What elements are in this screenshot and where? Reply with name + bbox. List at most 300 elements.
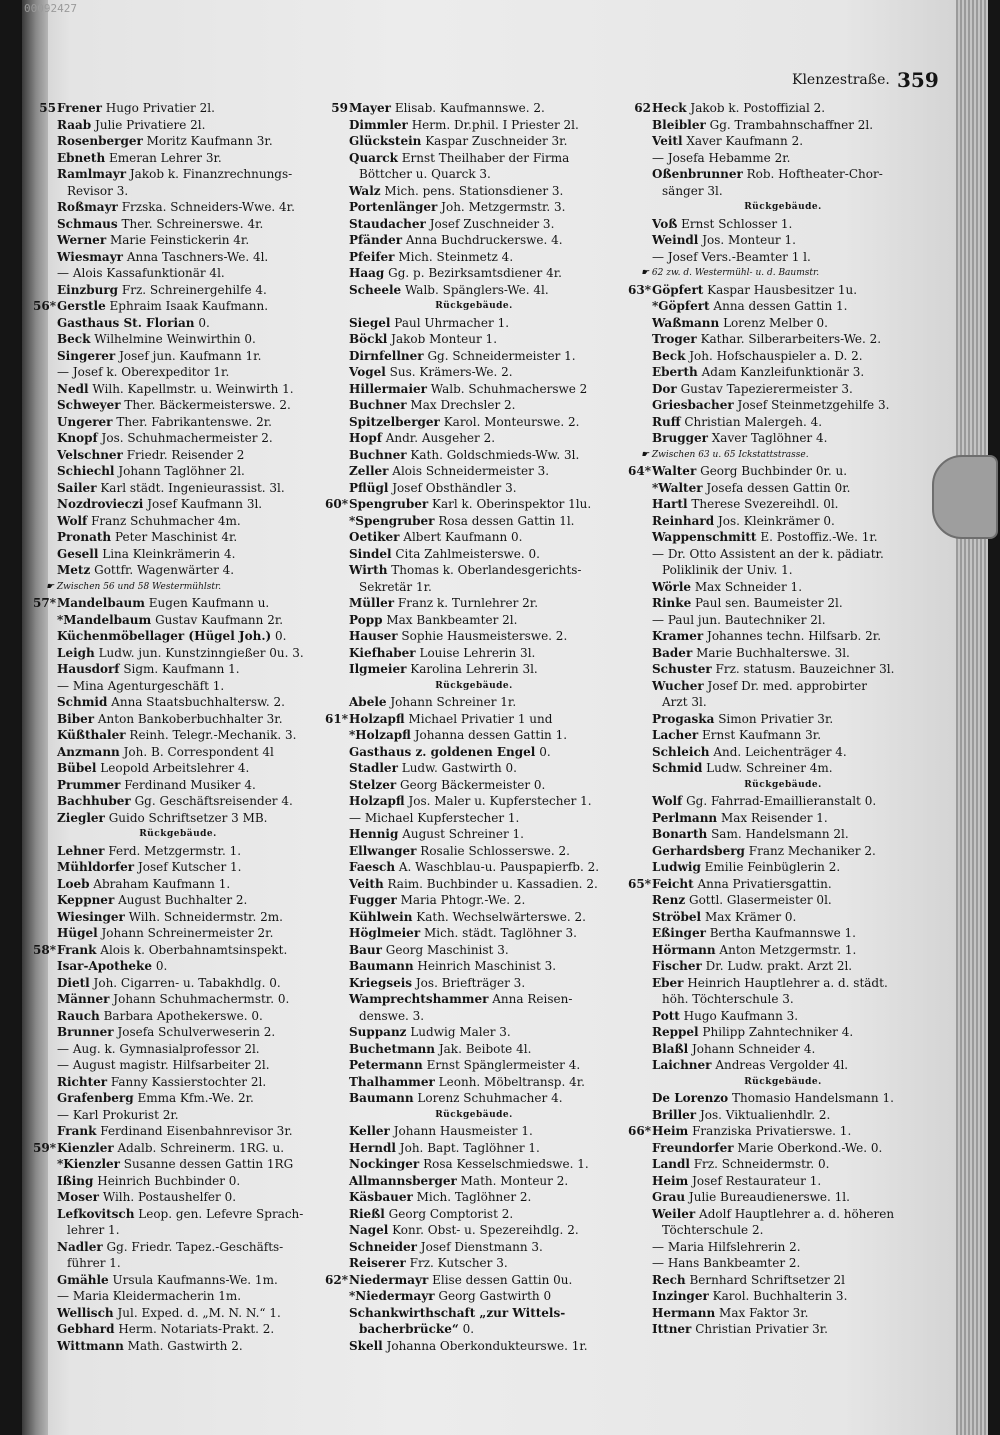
resident-name: bacherbrücke“ bbox=[359, 1322, 459, 1336]
directory-entry bbox=[32, 117, 324, 134]
directory-entry bbox=[324, 1338, 624, 1355]
resident-name: Weiler bbox=[652, 1206, 696, 1221]
resident-details: Johann Schneider 4. bbox=[691, 1041, 816, 1056]
directory-entry bbox=[324, 958, 624, 975]
directory-entry bbox=[324, 810, 624, 827]
directory-entry bbox=[32, 447, 324, 464]
resident-name: Hopf bbox=[349, 431, 382, 445]
directory-entry bbox=[32, 232, 324, 249]
resident-name: Heck bbox=[652, 101, 687, 115]
directory-entry bbox=[627, 348, 939, 365]
directory-entry bbox=[627, 1041, 939, 1058]
street-header: Klenzestraße. bbox=[792, 72, 890, 88]
directory-entry bbox=[627, 1140, 939, 1157]
directory-entry bbox=[32, 1057, 324, 1074]
resident-details: Kaspar Zuschneider 3r. bbox=[425, 134, 568, 148]
resident-name: Quarck bbox=[349, 150, 398, 165]
resident-name: Ströbel bbox=[652, 909, 702, 924]
resident-details: Jos. Viktualienhdlr. 2. bbox=[699, 1107, 831, 1122]
directory-entry bbox=[627, 529, 939, 546]
cross-street-note: ☛ 62 zw. d. Westermühl- u. d. Baumstr. bbox=[641, 268, 820, 278]
resident-name: Bübel bbox=[57, 761, 97, 775]
resident-details: Anton Bankoberbuchhalter 3r. bbox=[97, 711, 283, 726]
resident-name: Wittmann bbox=[57, 1338, 124, 1353]
directory-entry bbox=[32, 298, 324, 315]
directory-entry bbox=[627, 925, 939, 942]
resident-details: Jos. Monteur 1. bbox=[702, 233, 796, 247]
resident-details: Walb. Schuhmacherswe 2 bbox=[430, 381, 588, 396]
directory-entry bbox=[627, 859, 939, 876]
resident-name: Mayer bbox=[349, 101, 391, 115]
resident-details: Xaver Taglöhner 4. bbox=[711, 431, 828, 445]
resident-name: Loeb bbox=[57, 876, 90, 891]
resident-details: Wilh. Schneidermstr. 2m. bbox=[128, 909, 283, 924]
section-heading: Rückgebäude. bbox=[435, 1109, 513, 1120]
resident-details: Lina Kleinkrämerin 4. bbox=[102, 546, 236, 561]
resident-name: Wolf bbox=[652, 794, 683, 808]
directory-entry bbox=[627, 942, 939, 959]
directory-entry bbox=[627, 1272, 939, 1289]
directory-entry bbox=[32, 496, 324, 513]
directory-entry bbox=[32, 661, 324, 678]
resident-name: Faesch bbox=[349, 860, 396, 874]
resident-name: Progaska bbox=[652, 711, 715, 726]
resident-name: Gasthaus St. Florian bbox=[57, 315, 195, 330]
resident-details: Karolina Lehrerin 3l. bbox=[410, 662, 538, 676]
resident-details: 0. bbox=[462, 1322, 475, 1336]
directory-entry bbox=[324, 645, 624, 662]
resident-name: *Walter bbox=[652, 480, 703, 495]
directory-entry bbox=[324, 876, 624, 893]
resident-name: Reinhard bbox=[652, 513, 715, 528]
resident-details: Hugo Privatier 2l. bbox=[105, 101, 215, 115]
directory-entry bbox=[32, 249, 324, 266]
resident-details: Ephraim Isaak Kaufmann. bbox=[109, 299, 269, 313]
resident-name: Wucher bbox=[652, 678, 704, 693]
resident-name: Ebneth bbox=[57, 150, 106, 165]
resident-details: Rob. Hoftheater-Chor- bbox=[746, 167, 883, 181]
resident-name: Stelzer bbox=[349, 777, 397, 792]
directory-entry bbox=[32, 529, 324, 546]
resident-details: Michael Privatier 1 und bbox=[408, 711, 553, 726]
directory-entry bbox=[324, 100, 624, 117]
resident-details: — Dr. Otto Assistent an der k. pädiatr. bbox=[652, 546, 884, 561]
resident-details: Bertha Kaufmannswe 1. bbox=[709, 926, 856, 940]
directory-entry bbox=[627, 166, 939, 183]
resident-details: August Schreiner 1. bbox=[402, 827, 524, 841]
resident-details: Johann Schuhmachermstr. 0. bbox=[113, 992, 290, 1006]
directory-entry bbox=[32, 166, 324, 183]
directory-entry bbox=[32, 397, 324, 414]
scan-stamp: 00092427 bbox=[24, 2, 77, 15]
resident-details: Karol. Buchhalterin 3. bbox=[712, 1289, 848, 1303]
directory-entry bbox=[32, 843, 324, 860]
resident-details: Anna Reisen- bbox=[492, 992, 573, 1006]
directory-entry bbox=[627, 1156, 939, 1173]
directory-entry bbox=[627, 1024, 939, 1041]
resident-details: Jak. Beibote 4l. bbox=[438, 1041, 532, 1056]
resident-details: Herm. Dr.phil. I Priester 2l. bbox=[411, 117, 579, 132]
resident-details: Kaspar Hausbesitzer 1u. bbox=[707, 282, 858, 297]
directory-entry bbox=[627, 496, 939, 513]
resident-name: Böckl bbox=[349, 332, 388, 346]
resident-name: Nockinger bbox=[349, 1157, 420, 1171]
resident-name: Popp bbox=[349, 612, 383, 627]
directory-entry bbox=[627, 546, 939, 563]
directory-entry bbox=[324, 1272, 624, 1289]
directory-entry bbox=[32, 546, 324, 563]
directory-entry bbox=[32, 1189, 324, 1206]
resident-details: Gg. Fahrrad-Emaillieranstalt 0. bbox=[686, 794, 877, 808]
directory-entry bbox=[324, 1222, 624, 1239]
directory-entry bbox=[324, 859, 624, 876]
directory-entry bbox=[627, 1255, 939, 1272]
resident-details: Heinrich Buchbinder 0. bbox=[97, 1173, 241, 1188]
directory-entry bbox=[324, 892, 624, 909]
resident-name: Holzapfl bbox=[349, 711, 405, 726]
resident-name: Lacher bbox=[652, 728, 699, 742]
directory-entry bbox=[627, 513, 939, 530]
resident-name: Ellwanger bbox=[349, 843, 417, 858]
resident-name: Schneider bbox=[349, 1239, 417, 1254]
resident-name: Mandelbaum bbox=[57, 596, 145, 610]
resident-name: Skell bbox=[349, 1338, 383, 1353]
directory-entry bbox=[32, 1123, 324, 1140]
directory-entry bbox=[627, 331, 939, 348]
resident-name: Hennig bbox=[349, 827, 399, 841]
resident-details: Simon Privatier 3r. bbox=[718, 711, 834, 726]
resident-name: Rinke bbox=[652, 596, 692, 610]
resident-details: Jos. Maler u. Kupferstecher 1. bbox=[408, 794, 592, 808]
resident-name: *Spengruber bbox=[349, 513, 435, 528]
directory-entry bbox=[627, 843, 939, 860]
resident-details: Cita Zahlmeisterswe. 0. bbox=[395, 546, 540, 561]
resident-details: A. Waschblau-u. Pauspapierfb. 2. bbox=[398, 860, 600, 874]
resident-details: August Buchhalter 2. bbox=[118, 893, 248, 907]
directory-entry bbox=[324, 1239, 624, 1256]
directory-entry bbox=[627, 1057, 939, 1074]
resident-details: Julie Privatiere 2l. bbox=[95, 117, 206, 132]
resident-details: Rosalie Schlosserswe. 2. bbox=[420, 843, 570, 858]
resident-details: Johanna dessen Gattin 1. bbox=[414, 728, 568, 742]
resident-name: Buchner bbox=[349, 447, 407, 462]
directory-entry bbox=[627, 100, 939, 117]
resident-details: Johann Schreiner 1r. bbox=[390, 695, 517, 709]
resident-name: Hauser bbox=[349, 629, 398, 643]
directory-entry bbox=[324, 661, 624, 678]
resident-name: Kiefhaber bbox=[349, 645, 416, 660]
directory-entry bbox=[324, 727, 624, 744]
directory-entry bbox=[32, 744, 324, 761]
directory-entry bbox=[32, 216, 324, 233]
directory-entry bbox=[627, 760, 939, 777]
resident-name: Knopf bbox=[57, 431, 98, 445]
entry-continuation: Böttcher u. Quarck 3. bbox=[359, 167, 491, 181]
resident-details: Josef Dr. med. approbirter bbox=[707, 678, 867, 693]
directory-entry bbox=[32, 958, 324, 975]
directory-entry bbox=[627, 645, 939, 662]
directory-entry bbox=[627, 1123, 939, 1140]
directory-entry bbox=[324, 1090, 624, 1107]
directory-entry bbox=[32, 1140, 324, 1157]
resident-name: Hartl bbox=[652, 497, 688, 511]
resident-name: Wörle bbox=[652, 579, 692, 594]
directory-entry bbox=[627, 1189, 939, 1206]
resident-name: Freundorfer bbox=[652, 1140, 734, 1155]
directory-entry bbox=[32, 199, 324, 216]
directory-entry bbox=[324, 183, 624, 200]
resident-name: Spitzelberger bbox=[349, 414, 440, 429]
directory-page bbox=[22, 0, 988, 1435]
resident-name: Müller bbox=[349, 596, 395, 610]
directory-entry bbox=[324, 1024, 624, 1041]
directory-entry bbox=[32, 315, 324, 332]
resident-details: Emilie Feinbüglerin 2. bbox=[704, 860, 841, 874]
directory-entry bbox=[32, 562, 324, 579]
directory-entry bbox=[324, 925, 624, 942]
directory-entry bbox=[32, 694, 324, 711]
resident-name: Lehner bbox=[57, 843, 105, 858]
resident-name: De Lorenzo bbox=[652, 1091, 729, 1105]
directory-entry bbox=[324, 612, 624, 629]
resident-name: *Mandelbaum bbox=[57, 612, 152, 627]
resident-name: Grau bbox=[652, 1190, 686, 1204]
resident-details: Anna Staatsbuchhaltersw. 2. bbox=[111, 695, 285, 709]
directory-entry bbox=[324, 480, 624, 497]
resident-name: Eber bbox=[652, 975, 684, 990]
resident-details: Gg. Schneidermeister 1. bbox=[427, 348, 576, 363]
resident-name: Blaßl bbox=[652, 1041, 689, 1056]
resident-name: Pfänder bbox=[349, 233, 403, 247]
resident-details: Ther. Bäckermeisterswe. 2. bbox=[124, 398, 291, 412]
resident-details: Ernst Theilhaber der Firma bbox=[401, 150, 570, 165]
resident-name: Kienzler bbox=[57, 1140, 114, 1155]
resident-name: Buchner bbox=[349, 398, 407, 412]
directory-entry bbox=[627, 397, 939, 414]
resident-details: Barbara Apothekerswe. 0. bbox=[103, 1008, 263, 1023]
resident-name: Nagel bbox=[349, 1223, 389, 1237]
resident-name: Baumann bbox=[349, 959, 414, 973]
resident-name: Wirth bbox=[349, 563, 388, 577]
resident-name: Buchetmann bbox=[349, 1041, 435, 1056]
resident-name: Beck bbox=[652, 348, 686, 363]
directory-entry bbox=[324, 711, 624, 728]
resident-details: And. Leichenträger 4. bbox=[713, 744, 847, 759]
resident-details: Joh. Hofschauspieler a. D. 2. bbox=[689, 348, 863, 363]
resident-details: Christian Privatier 3r. bbox=[695, 1322, 828, 1336]
resident-details: Ferdinand Eisenbahnrevisor 3r. bbox=[100, 1124, 293, 1138]
resident-details: Marie Feinstickerin 4r. bbox=[109, 233, 250, 247]
resident-details: Wilh. Kapellmstr. u. Weinwirth 1. bbox=[92, 381, 294, 396]
resident-name: *Niedermayr bbox=[349, 1289, 435, 1303]
directory-entry bbox=[32, 595, 324, 612]
directory-entry bbox=[324, 331, 624, 348]
resident-name: Ißing bbox=[57, 1173, 94, 1188]
resident-details: Joh. B. Correspondent 4l bbox=[123, 744, 274, 759]
resident-name: Herndl bbox=[349, 1140, 396, 1155]
directory-entry bbox=[32, 100, 324, 117]
directory-entry bbox=[627, 133, 939, 150]
resident-details: E. Postoffiz.-We. 1r. bbox=[760, 530, 878, 544]
directory-entry bbox=[32, 892, 324, 909]
resident-details: Joh. Bapt. Taglöhner 1. bbox=[399, 1140, 540, 1155]
directory-entry bbox=[324, 265, 624, 282]
house-number: 55 bbox=[39, 101, 56, 115]
resident-name: Petermann bbox=[349, 1058, 423, 1072]
entry-continuation: lehrer 1. bbox=[67, 1223, 120, 1237]
directory-entry bbox=[627, 1288, 939, 1305]
directory-entry bbox=[627, 892, 939, 909]
house-number: 63* bbox=[628, 282, 651, 297]
resident-details: 0. bbox=[539, 744, 551, 759]
resident-name: Küchenmöbellager (Hügel Joh.) bbox=[57, 629, 272, 643]
resident-details: Emma Kfm.-We. 2r. bbox=[137, 1091, 254, 1105]
resident-name: Kriegseis bbox=[349, 975, 413, 990]
resident-details: Andr. Ausgeher 2. bbox=[385, 431, 496, 445]
resident-name: Richter bbox=[57, 1074, 108, 1089]
resident-name: Pfeifer bbox=[349, 249, 395, 264]
directory-entry bbox=[32, 942, 324, 959]
directory-entry bbox=[324, 1173, 624, 1190]
resident-name: Küßthaler bbox=[57, 728, 126, 742]
resident-name: Frank bbox=[57, 1124, 97, 1138]
resident-details: Rosa Kesselschmiedswe. 1. bbox=[423, 1157, 589, 1171]
resident-name: Siegel bbox=[349, 315, 391, 330]
resident-details: Anna Buchdruckerswe. 4. bbox=[405, 233, 563, 247]
resident-details: Josef Kutscher 1. bbox=[137, 860, 242, 874]
resident-details: Anton Metzgermstr. 1. bbox=[719, 942, 857, 957]
resident-details: Sophie Hausmeisterswe. 2. bbox=[401, 629, 568, 643]
directory-entry bbox=[324, 397, 624, 414]
section-heading: Rückgebäude. bbox=[435, 680, 513, 691]
directory-entry bbox=[32, 628, 324, 645]
resident-name: Eberth bbox=[652, 365, 698, 379]
directory-entry bbox=[324, 1288, 624, 1305]
resident-name: Abele bbox=[349, 695, 387, 709]
resident-name: Prummer bbox=[57, 777, 121, 792]
resident-details: Wilhelmine Weinwirthin 0. bbox=[94, 332, 256, 346]
directory-entry bbox=[32, 975, 324, 992]
resident-details: Gustav Kaufmann 2r. bbox=[155, 612, 284, 627]
resident-details: Lorenz Schuhmacher 4. bbox=[417, 1091, 563, 1105]
entry-continuation: sänger 3l. bbox=[662, 183, 723, 198]
resident-details: Jakob k. Finanzrechnungs- bbox=[129, 167, 293, 181]
resident-name: Thalhammer bbox=[349, 1074, 435, 1089]
section-heading: Rückgebäude. bbox=[139, 829, 217, 839]
resident-details: Herm. Notariats-Prakt. 2. bbox=[118, 1322, 275, 1336]
resident-details: Gottfr. Wagenwärter 4. bbox=[94, 563, 235, 577]
resident-name: Baur bbox=[349, 942, 382, 957]
resident-name: Scheele bbox=[349, 282, 402, 297]
resident-details: Moritz Kaufmann 3r. bbox=[146, 134, 273, 148]
section-heading: Rückgebäude. bbox=[435, 301, 513, 311]
directory-entry bbox=[324, 1189, 624, 1206]
resident-name: Gesell bbox=[57, 546, 99, 561]
directory-entry bbox=[627, 711, 939, 728]
resident-details: Johann Taglöhner 2l. bbox=[118, 464, 245, 478]
directory-entry bbox=[627, 463, 939, 480]
resident-details: Jakob Monteur 1. bbox=[391, 332, 498, 346]
directory-entry bbox=[32, 760, 324, 777]
house-number: 62* bbox=[325, 1272, 348, 1287]
resident-details: Peter Maschinist 4r. bbox=[114, 530, 238, 544]
entry-continuation: Poliklinik der Univ. 1. bbox=[662, 563, 793, 577]
directory-entry bbox=[627, 826, 939, 843]
resident-details: Wilh. Postaushelfer 0. bbox=[102, 1190, 237, 1204]
directory-entry bbox=[32, 331, 324, 348]
resident-name: Bleibler bbox=[652, 117, 706, 132]
directory-entry bbox=[32, 1173, 324, 1190]
directory-entry bbox=[32, 859, 324, 876]
resident-details: Kath. Goldschmieds-Ww. 3l. bbox=[410, 447, 580, 462]
resident-details: Johannes techn. Hilfsarb. 2r. bbox=[707, 629, 882, 643]
directory-entry bbox=[627, 909, 939, 926]
directory-entry bbox=[32, 1041, 324, 1058]
resident-name: Ungerer bbox=[57, 414, 113, 429]
resident-details: Konr. Obst- u. Spezereihdlg. 2. bbox=[392, 1223, 579, 1237]
resident-details: Joh. Cigarren- u. Tabakhdlg. 0. bbox=[93, 975, 281, 990]
resident-name: Troger bbox=[652, 332, 697, 346]
resident-details: Mich. Taglöhner 2. bbox=[416, 1190, 532, 1204]
resident-name: Göpfert bbox=[652, 282, 704, 297]
resident-details: Frz. Schreinergehilfe 4. bbox=[121, 282, 267, 297]
resident-details: Josef Steinmetzgehilfe 3. bbox=[737, 398, 890, 412]
resident-name: Schmaus bbox=[57, 216, 118, 231]
resident-details: Frz. Schneidermstr. 0. bbox=[693, 1157, 830, 1171]
resident-name: Moser bbox=[57, 1190, 99, 1204]
resident-details: Max Krämer 0. bbox=[704, 909, 797, 924]
resident-details: Guido Schriftsetzer 3 MB. bbox=[108, 810, 268, 825]
directory-entry bbox=[627, 1173, 939, 1190]
resident-name: Gebhard bbox=[57, 1322, 115, 1336]
resident-name: Hillermaier bbox=[349, 381, 427, 396]
directory-entry bbox=[32, 282, 324, 299]
resident-name: Hügel bbox=[57, 926, 98, 940]
directory-entry bbox=[324, 150, 624, 167]
directory-entry bbox=[324, 760, 624, 777]
resident-details: Ferdinand Musiker 4. bbox=[124, 777, 256, 792]
resident-details: Georg Gastwirth 0 bbox=[438, 1289, 552, 1303]
directory-entry bbox=[627, 282, 939, 299]
resident-details: Louise Lehrerin 3l. bbox=[419, 645, 536, 660]
directory-entry bbox=[324, 595, 624, 612]
resident-name: Keller bbox=[349, 1124, 390, 1138]
resident-details: Josef jun. Kaufmann 1r. bbox=[119, 348, 262, 363]
directory-entry bbox=[324, 744, 624, 761]
resident-name: Holzapfl bbox=[349, 794, 405, 808]
entry-continuation: denswe. 3. bbox=[359, 1008, 425, 1023]
resident-details: Josefa dessen Gattin 0r. bbox=[706, 480, 851, 495]
directory-entry bbox=[324, 991, 624, 1008]
resident-name: Schiechl bbox=[57, 464, 115, 478]
directory-entry bbox=[627, 1107, 939, 1124]
resident-details: Max Bankbeamter 2l. bbox=[386, 612, 518, 627]
directory-entry bbox=[324, 843, 624, 860]
directory-entry bbox=[627, 117, 939, 134]
resident-details: Josef Dienstmann 3. bbox=[420, 1239, 543, 1254]
resident-name: Wiesmayr bbox=[57, 249, 123, 264]
directory-entry bbox=[324, 942, 624, 959]
resident-details: Susanne dessen Gattin 1RG bbox=[123, 1157, 294, 1171]
resident-name: Wamprechtshammer bbox=[349, 992, 489, 1006]
resident-details: Karl städt. Ingenieurassist. 3l. bbox=[100, 480, 285, 495]
resident-name: Rießl bbox=[349, 1206, 385, 1221]
directory-entry bbox=[324, 282, 624, 299]
directory-entry bbox=[32, 1305, 324, 1322]
resident-details: Thomas k. Oberlandesgerichts- bbox=[391, 563, 582, 577]
directory-entry bbox=[627, 249, 939, 266]
resident-details: Paul sen. Baumeister 2l. bbox=[695, 596, 843, 610]
